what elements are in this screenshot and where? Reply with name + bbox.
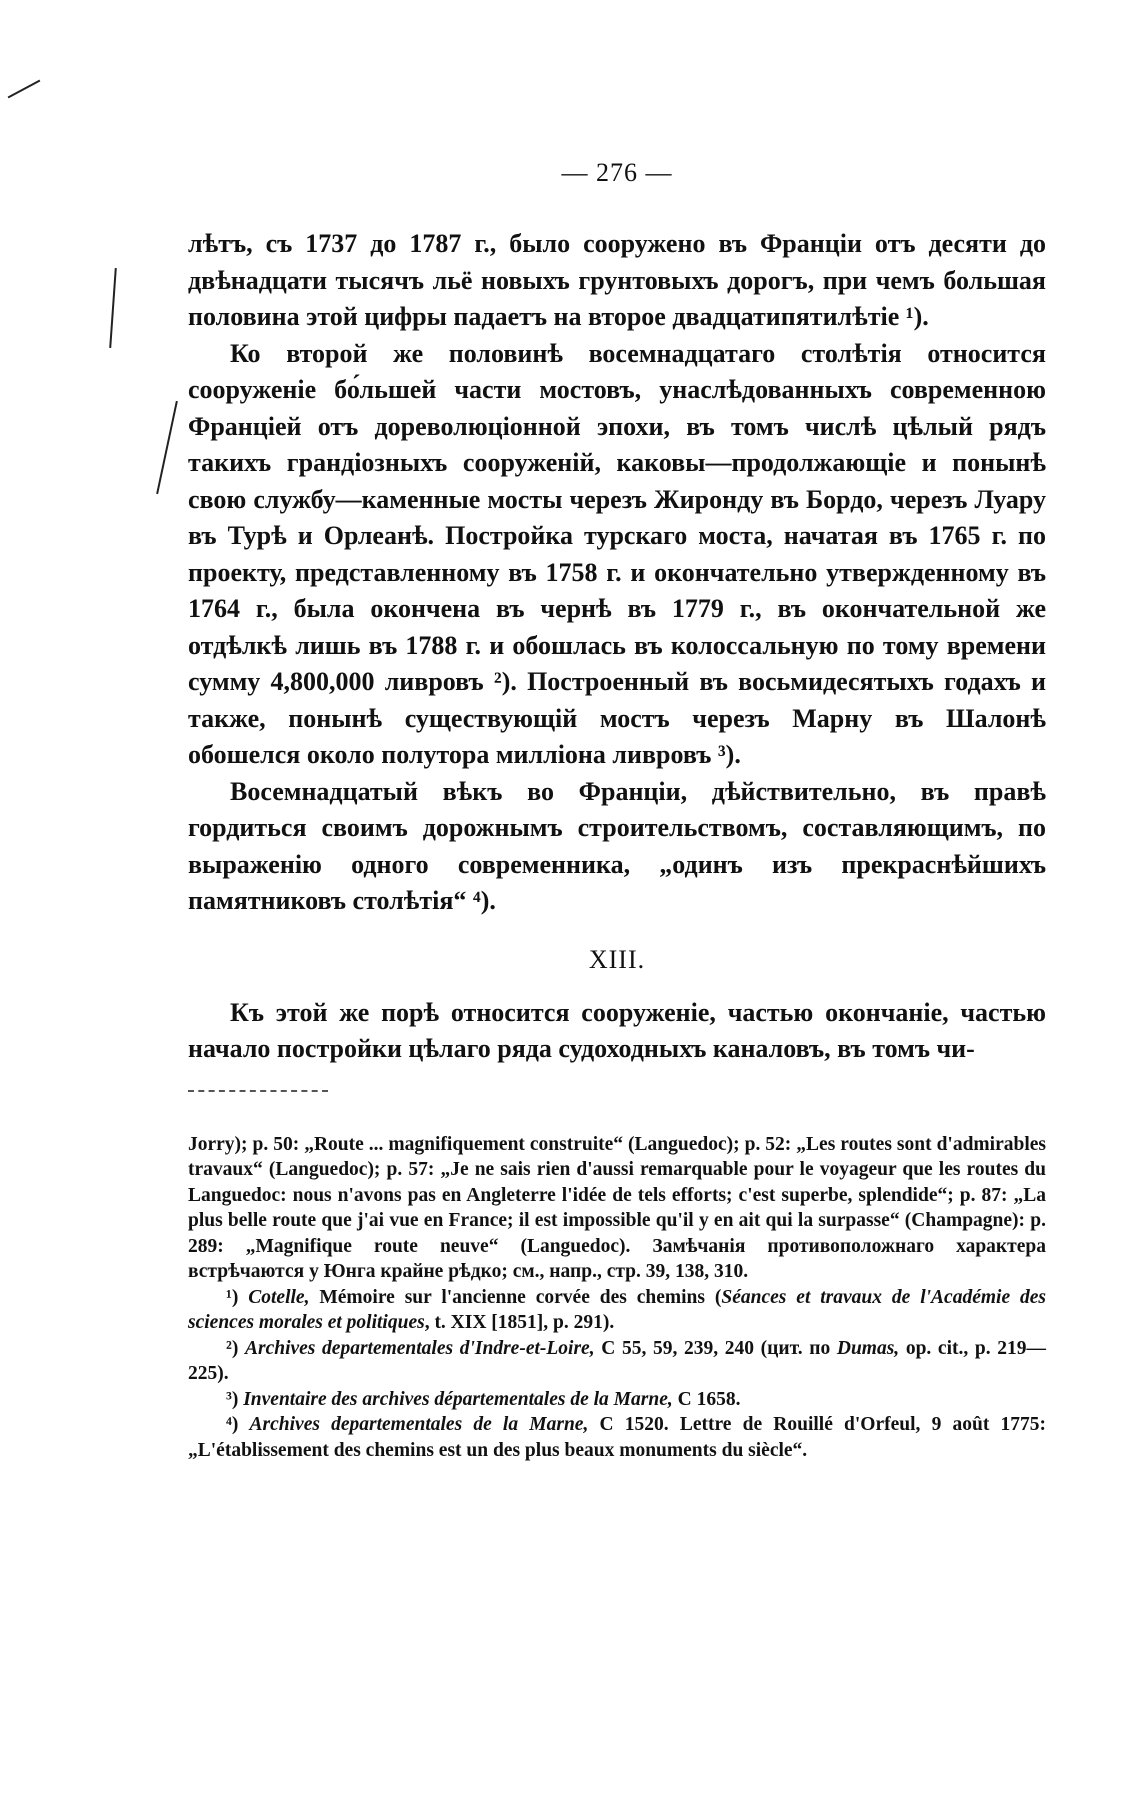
margin-pencil-mark [109,268,117,348]
footnote-1-author: Cotelle, [248,1286,310,1308]
footnote-3-italic: Inventaire des archives départementales de la Marne, [243,1388,673,1410]
footnote-2-mark: ²) [226,1337,239,1359]
footnote-1 [188,1285,1046,1336]
footnote-1-tail: , t. XIX [1851], p. 291). [424,1312,615,1333]
footnote-3-tail: C 1658. [677,1388,741,1410]
page-number: — 276 — [561,158,673,187]
footnote-2-italic: Archives departementales d'Indre-et-Loire, [244,1337,595,1359]
margin-pencil-mark [156,401,178,494]
footnote-4-tail: C 1520. Lettre de Rouillé d'Orfeul, 9 août 1775: „L'établissement des chemins est un des plus beaux monuments du siècle“. [188,1414,1047,1461]
footnote-1-text: Mémoire sur l'ancienne corvée des chemins ( [319,1286,722,1308]
paragraph-3: Восемнадцатый вѣкъ во Франціи, дѣйствительно, въ правѣ гордиться своимъ дорожнымъ строительствомъ, составляющимъ, по выраженію одного современника, „одинъ изъ прекраснѣйшихъ памятниковъ столѣтія“ ⁴). [188,776,1046,915]
footnote-2-italic-2: Dumas, [836,1337,900,1359]
footnote-2-tail: op. cit., p. 219—225). [188,1337,1046,1384]
paragraph-4: Къ этой же порѣ относится сооруженіе, частью окончаніе, частью начало постройки цѣлаго ряда судоходныхъ каналовъ, въ томъ чи- [188,997,1046,1063]
footnote-1-italic: Séances et travaux de l'Académie des sciences morales et politiques [188,1286,1047,1333]
footnote-3 [188,1387,1046,1413]
footnote-3-mark: ³) [226,1388,239,1410]
footnote-1-mark: ¹) [226,1286,239,1308]
footnote-4-mark: ⁴) [226,1414,239,1435]
footnote-2-text: C 55, 59, 239, 240 (цит. по [601,1337,831,1359]
section-heading: XIII. [588,944,646,974]
margin-pencil-mark [8,80,41,99]
footnote-separator [188,1090,328,1092]
footnote-4-italic: Archives departementales de la Marne, [249,1414,589,1435]
paragraph-1: лѣтъ, съ 1737 до 1787 г., было сооружено въ Франціи отъ десяти до двѣнадцати тысячъ льё новыхъ грунтовыхъ дорогъ, при чемъ большая половина этой цифры падаетъ на второе двадцатипятилѣтіе ¹). [188,229,1046,331]
footnote-2 [188,1336,1046,1387]
document-page [188,158,1046,1463]
paragraph-2: Ко второй же половинѣ восемнадцатаго столѣтія относится сооруженіе бо́льшей части мостовъ, унаслѣдованныхъ современною Франціей отъ дореволюціонной эпохи, въ томъ числѣ цѣлый рядъ такихъ грандіозныхъ сооруженій, каковы—продолжающіе и понынѣ свою службу—каменные мосты черезъ Жиронду въ Бордо, черезъ Луару въ Турѣ и Орлеанѣ. Постройка турскаго моста, начатая въ 1765 г. по проекту, представленному въ 1758 г. и окончательно утвержденному въ 1764 г., была окончена въ чернѣ въ 1779 г., въ окончательной же отдѣлкѣ лишь въ 1788 г. и обошлась въ колоссальную по тому времени сумму 4,800,000 ливровъ ²). Построенный въ восьмидесятыхъ годахъ и также, понынѣ существующій мостъ черезъ Марну въ Шалонѣ обошелся около полутора милліона ливровъ ³). [188,338,1046,769]
footnote-continuation: Jorry); p. 50: „Route ... magnifiquement construite“ (Languedoc); p. 52: „Les routes sont d'admirables travaux“ (Languedoc); p. 57: „Je ne sais rien d'aussi remarquable pour le voyageur que les routes du Languedoc: nous n'avons pas en Angleterre l'idée de tels efforts; c'est superbe, splendide“; p. 87: „La plus belle route que j'ai vue en France; il est impossible qu'il y en ait qui la surpasse“ (Champagne): p. 289: „Magnifique route neuve“ (Languedoc). Замѣчанія противоположнаго характера встрѣчаются у Юнга крайне рѣдко; см., напр., стр. 39, 138, 310. [188,1133,1046,1282]
footnote-4 [188,1412,1046,1463]
